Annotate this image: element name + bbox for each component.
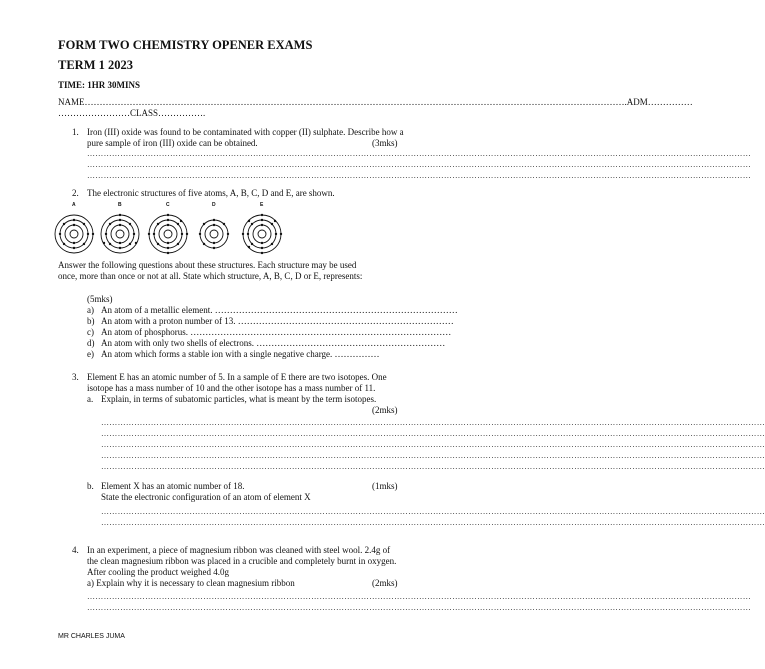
atom-diagrams: [52, 206, 292, 259]
q3-number: 3.: [72, 372, 79, 382]
q2-text-line1: The electronic structures of five atoms, A, B, C, D and E, are shown.: [87, 188, 335, 198]
answer-line: ……………………………………………………………………………………………………………………………………………………………………………………………………………………: [101, 440, 765, 449]
q4a-marks: (2mks): [372, 578, 398, 588]
atom-label-a: A: [72, 202, 76, 208]
q3a-text: Explain, in terms of subatomic particles, what is meant by the term isotopes.: [101, 394, 377, 404]
answer-line: ……………………………………………………………………………………………………………………………………………………………………………………………………………………: [87, 160, 751, 169]
answer-line: ……………………………………………………………………………………………………………………………………………………………………………………………………………………: [87, 171, 751, 180]
atom-label-e: E: [260, 202, 264, 208]
q2-part-e-text: An atom which forms a stable ion with a single negative charge. ……………: [101, 349, 380, 359]
answer-line: ……………………………………………………………………………………………………………………………………………………………………………………………………………………: [101, 451, 765, 460]
answer-line: ……………………………………………………………………………………………………………………………………………………………………………………………………………………: [101, 462, 765, 471]
q2-part-c-label: c): [87, 327, 94, 337]
q1-number: 1.: [72, 127, 79, 137]
q4-text-line2: the clean magnesium ribbon was placed in a crucible and completely burnt in oxygen.: [87, 556, 397, 566]
q2-part-d-text: An atom with only two shells of electrons. ………………………………………………………: [101, 338, 446, 348]
q1-text-line1: Iron (III) oxide was found to be contaminated with copper (II) sulphate. Describe how a: [87, 127, 404, 137]
answer-line: ……………………………………………………………………………………………………………………………………………………………………………………………………………………: [87, 603, 751, 612]
exam-title: FORM TWO CHEMISTRY OPENER EXAMS: [58, 38, 313, 52]
footer-author: MR CHARLES JUMA: [58, 633, 125, 640]
answer-line: ……………………………………………………………………………………………………………………………………………………………………………………………………………………: [87, 149, 751, 158]
q2-intro-line1: Answer the following questions about these structures. Each structure may be used: [58, 260, 357, 270]
class-line: ……………………CLASS…………….: [58, 108, 206, 118]
q4a-text: a) Explain why it is necessary to clean magnesium ribbon: [87, 578, 295, 588]
q3-text-line2: isotope has a mass number of 10 and the other isotope has a mass number of 11.: [87, 383, 376, 393]
answer-line: ……………………………………………………………………………………………………………………………………………………………………………………………………………………: [101, 507, 765, 516]
q3b-label: b.: [87, 481, 94, 491]
q2-number: 2.: [72, 188, 79, 198]
q2-part-c-text: An atom of phosphorus. ……………………………………………………………………………: [101, 327, 452, 337]
q3b-text-line2: State the electronic configuration of an atom of element X: [101, 492, 311, 502]
q2-intro-line2: once, more than once or not at all. State which structure, A, B, C, D or E, represents:: [58, 271, 363, 281]
answer-line: ……………………………………………………………………………………………………………………………………………………………………………………………………………………: [101, 418, 765, 427]
q3b-marks: (1mks): [372, 481, 398, 491]
q3a-label: a.: [87, 394, 94, 404]
atom-label-d: D: [212, 202, 216, 208]
atom-label-c: C: [166, 202, 170, 208]
q2-part-d-label: d): [87, 338, 95, 348]
atom-structures-diagram: [52, 206, 292, 254]
q4-text-line1: In an experiment, a piece of magnesium ribbon was cleaned with steel wool. 2.4g of: [87, 545, 391, 555]
q2-part-a-text: An atom of a metallic element. ………………………………………………………………………: [101, 305, 458, 315]
q3-text-line1: Element E has an atomic number of 5. In a sample of E there are two isotopes. One: [87, 372, 387, 382]
time-label: TIME: 1HR 30MINS: [58, 80, 141, 90]
q1-text-line2: pure sample of iron (III) oxide can be obtained.: [87, 138, 258, 148]
q2-part-b-label: b): [87, 316, 95, 326]
q2-part-a-label: a): [87, 305, 94, 315]
q3b-text-line1: Element X has an atomic number of 18.: [101, 481, 245, 491]
term-label: TERM 1 2023: [58, 58, 133, 72]
q1-marks: (3mks): [372, 138, 398, 148]
atom-label-b: B: [118, 202, 122, 208]
q2-part-e-label: e): [87, 349, 94, 359]
q2-part-b-text: An atom with a proton number of 13. ………………………………………………………………: [101, 316, 454, 326]
answer-line: ……………………………………………………………………………………………………………………………………………………………………………………………………………………: [101, 429, 765, 438]
answer-line: ……………………………………………………………………………………………………………………………………………………………………………………………………………………: [87, 592, 751, 601]
q4-text-line3: After cooling the product weighed 4.0g: [87, 567, 229, 577]
q2-marks: (5mks): [87, 294, 113, 304]
q3a-marks: (2mks): [372, 405, 398, 415]
answer-line: ……………………………………………………………………………………………………………………………………………………………………………………………………………………: [101, 518, 765, 527]
q4-number: 4.: [72, 545, 79, 555]
name-adm-line: NAME……………………………………………………………………………………………………………………………………………………………….ADM……………: [58, 97, 693, 107]
